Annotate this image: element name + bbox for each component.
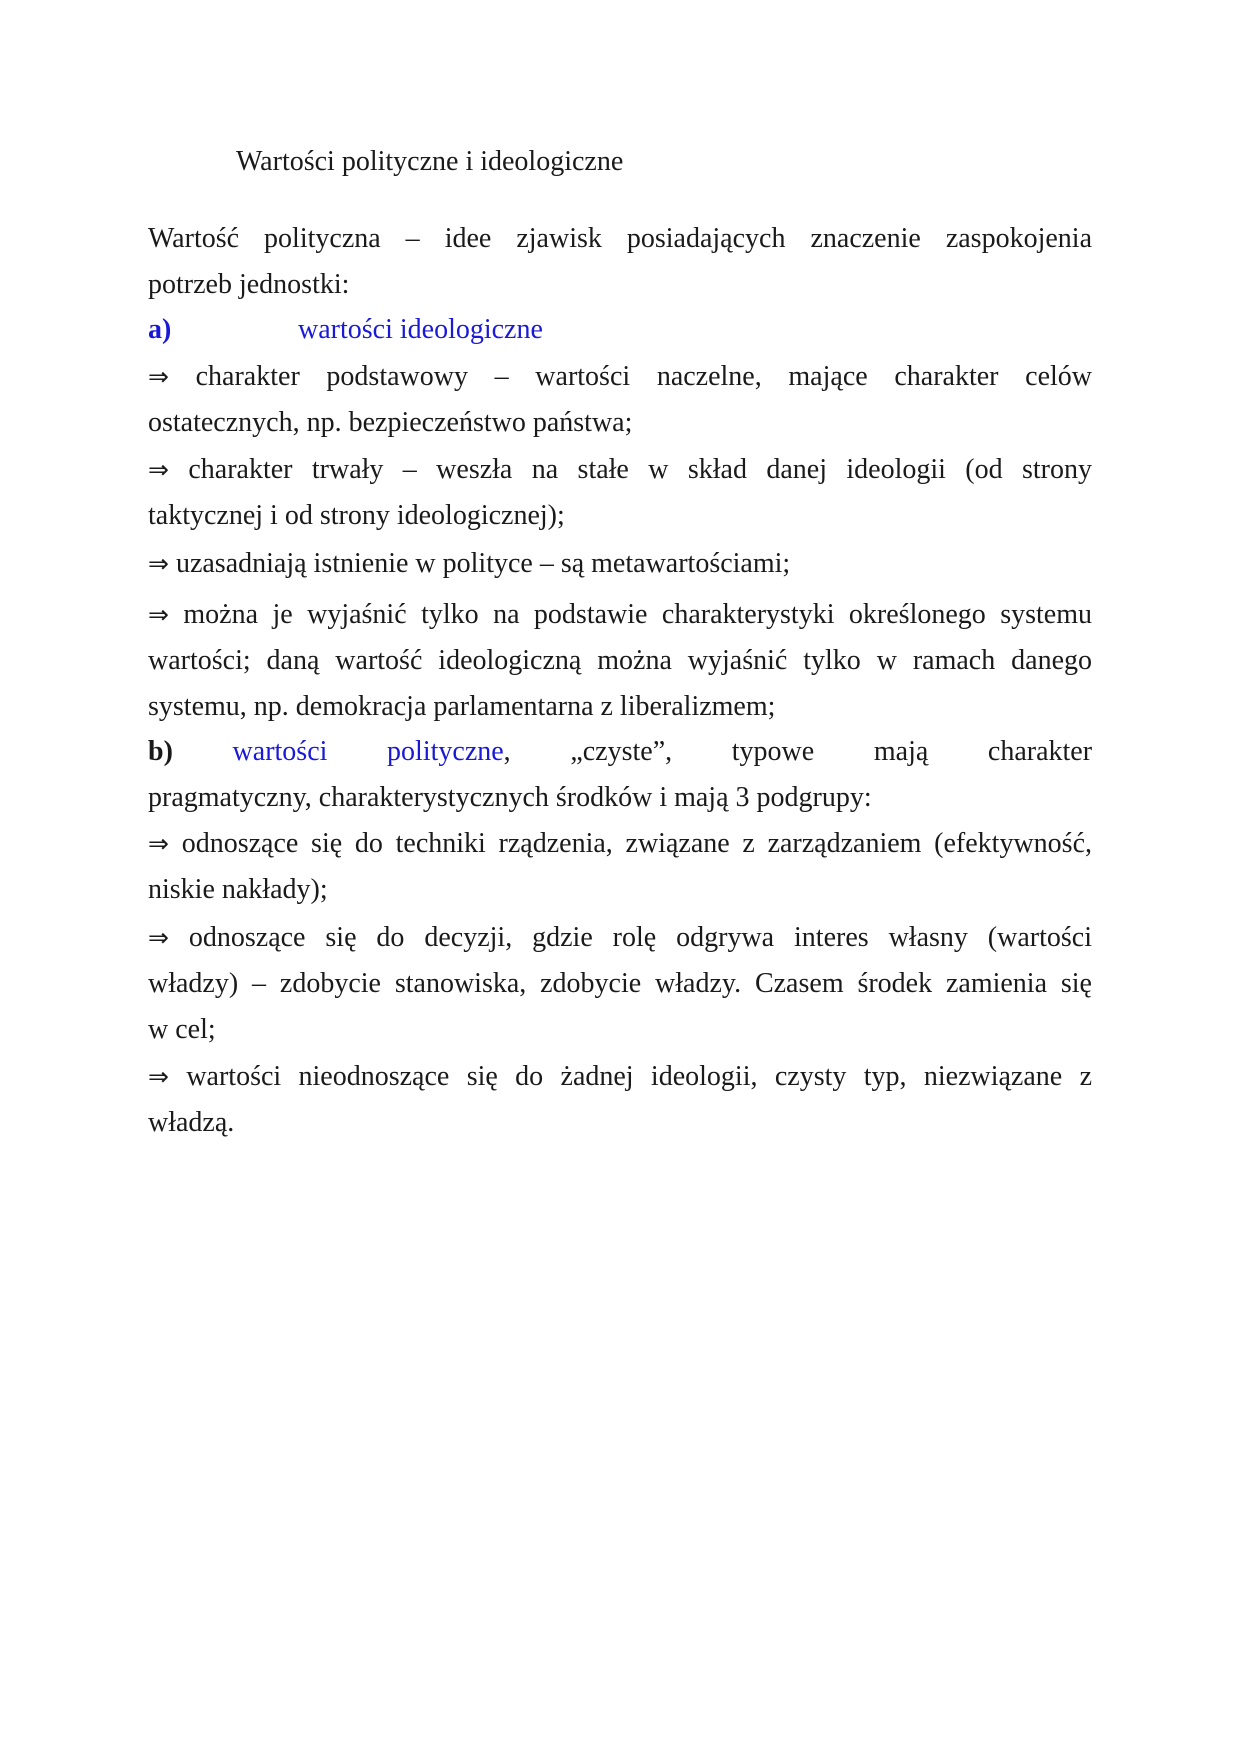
- b-item-2-text: odnoszące się do decyzji, gdzie rolę odgrywa interes własny (wartości: [188, 922, 1092, 953]
- section-b-title-word-2: [387, 736, 511, 767]
- section-b-title-word-1: wartości: [232, 736, 328, 767]
- b-item-3-line-2: władzą.: [148, 1107, 235, 1138]
- arrow-icon: ⇒: [148, 923, 169, 952]
- section-b-heading: [148, 735, 1092, 769]
- b-item-1-text: odnoszące się do techniki rządzenia, związane z zarządzaniem (efektywność,: [181, 828, 1093, 859]
- section-b-word-charakter: charakter: [987, 736, 1093, 767]
- arrow-icon: ⇒: [148, 600, 169, 629]
- a-item-4-text: można je wyjaśnić tylko na podstawie charakterystyki określonego systemu: [183, 599, 1092, 630]
- arrow-icon: ⇒: [148, 362, 169, 391]
- section-b-label: b): [148, 736, 173, 767]
- arrow-icon: ⇒: [148, 1062, 169, 1091]
- b-item-2-line-2: władzy) – zdobycie stanowiska, zdobycie władzy. Czasem środek zamienia się: [148, 968, 1092, 999]
- section-a-label: a): [148, 314, 172, 345]
- a-item-2-text: charakter trwały – weszła na stałe w skład danej ideologii (od strony: [188, 454, 1092, 485]
- a-item-1-line-2: ostatecznych, np. bezpieczeństwo państwa;: [148, 407, 633, 438]
- intro-line-1: Wartość polityczna – idee zjawisk posiadających znaczenie zaspokojenia: [148, 223, 1092, 254]
- arrow-icon: ⇒: [148, 829, 169, 858]
- section-b-comma: ,: [503, 736, 511, 767]
- a-item-1-line-1: [148, 360, 1092, 394]
- a-item-2-line-1: [148, 453, 1092, 487]
- a-item-4-line-2: wartości; daną wartość ideologiczną można wyjaśnić tylko w ramach danego: [148, 645, 1092, 676]
- section-b-word-maja: mają: [873, 736, 929, 767]
- a-item-4-line-3: systemu, np. demokracja parlamentarna z liberalizmem;: [148, 691, 776, 722]
- b-item-3-line-1: [148, 1060, 1092, 1094]
- intro-line-2: potrzeb jednostki:: [148, 269, 350, 300]
- b-item-2-line-1: [148, 921, 1092, 955]
- section-a-title: wartości ideologiczne: [298, 314, 543, 345]
- b-item-1-line-2: niskie nakłady);: [148, 874, 328, 905]
- section-b-title-word-2-text: polityczne: [387, 736, 504, 767]
- a-item-2-line-2: taktycznej i od strony ideologicznej);: [148, 500, 565, 531]
- section-b-word-typowe: typowe: [731, 736, 815, 767]
- b-item-1-line-1: [148, 827, 1092, 861]
- arrow-icon: ⇒: [148, 549, 169, 578]
- a-item-4-line-1: [148, 598, 1092, 632]
- a-item-3-text: uzasadniają istnienie w polityce – są metawartościami;: [175, 548, 791, 579]
- a-item-1-text: charakter podstawowy – wartości naczelne, mające charakter celów: [195, 361, 1092, 392]
- section-b-line-2: pragmatyczny, charakterystycznych środków i mają 3 podgrupy:: [148, 782, 872, 813]
- b-item-2-line-3: w cel;: [148, 1014, 216, 1045]
- arrow-icon: ⇒: [148, 455, 169, 484]
- section-a-heading: [148, 313, 1092, 347]
- b-item-3-text: wartości nieodnoszące się do żadnej ideologii, czysty typ, niezwiązane z: [186, 1061, 1092, 1092]
- a-item-3-line-1: [148, 547, 1092, 581]
- document-title: Wartości polityczne i ideologiczne: [236, 146, 624, 177]
- section-b-word-czyste: „czyste”,: [570, 736, 673, 767]
